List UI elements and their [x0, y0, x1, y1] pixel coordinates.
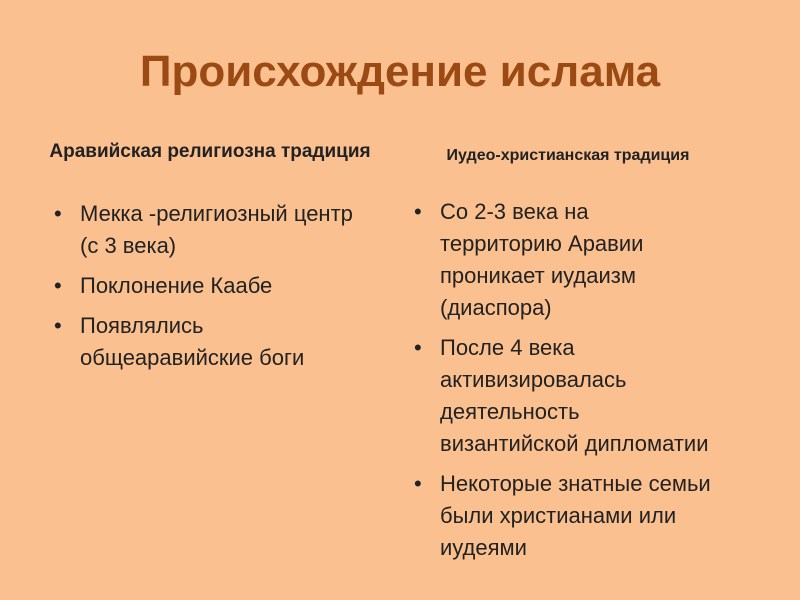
- bullet-icon: •: [54, 313, 62, 338]
- list-item-text: Появлялись общеаравийские боги: [80, 313, 305, 370]
- right-column-heading: Иудео-христианская традиция: [446, 147, 690, 164]
- list-item: [412, 332, 712, 460]
- bullet-icon: •: [54, 201, 62, 226]
- list-item-text: Некоторые знатные семьи были христианами или иудеями: [440, 471, 711, 560]
- list-item: [52, 310, 372, 374]
- list-item: [52, 198, 372, 262]
- bullet-icon: •: [414, 471, 422, 496]
- bullet-icon: •: [54, 273, 62, 298]
- list-item-text: После 4 века активизировалась деятельность византийской дипломатии: [440, 335, 709, 456]
- list-item: [412, 468, 712, 564]
- list-item: [412, 196, 712, 324]
- list-item: [52, 270, 372, 302]
- right-bullet-list: [412, 196, 712, 572]
- list-item-text: Со 2-3 века на территорию Аравии проникает иудаизм (диаспора): [440, 199, 644, 320]
- bullet-icon: •: [414, 199, 422, 224]
- left-bullet-list: [52, 198, 372, 382]
- slide-title: Происхождение ислама: [139, 47, 661, 96]
- list-item-text: Мекка -религиозный центр (с 3 века): [80, 201, 353, 258]
- list-item-text: Поклонение Каабе: [80, 273, 273, 298]
- bullet-icon: •: [414, 335, 422, 360]
- left-column-heading: Аравийская религиозна традиция: [49, 141, 371, 162]
